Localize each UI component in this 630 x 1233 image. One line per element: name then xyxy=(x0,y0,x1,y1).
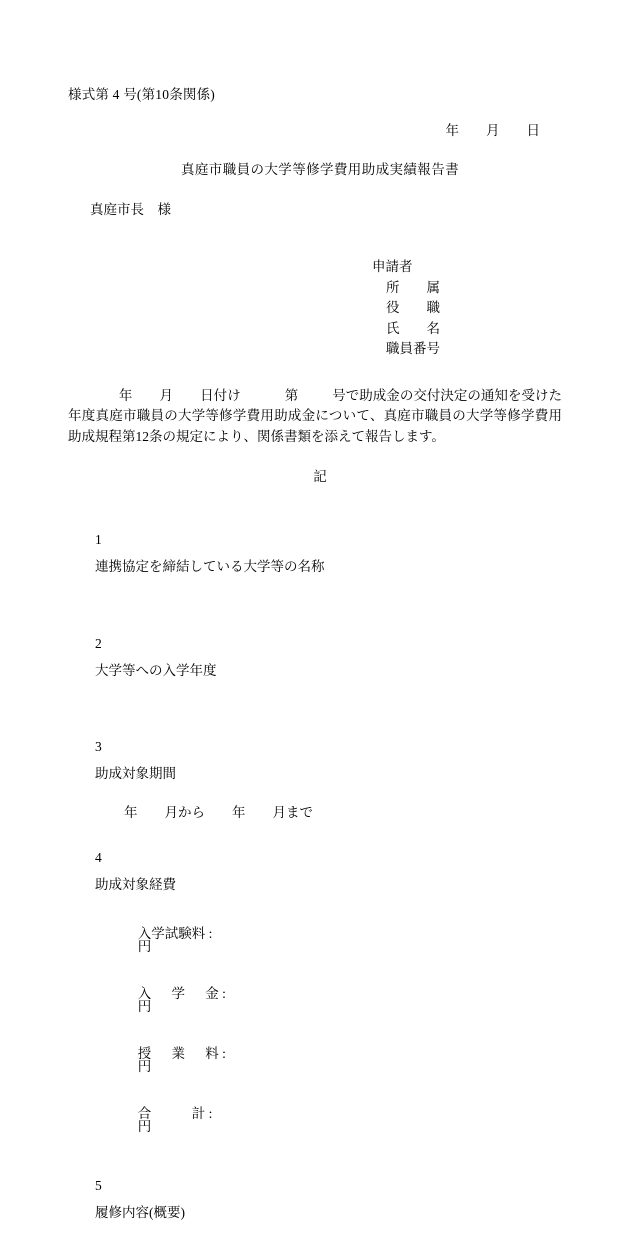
item-1-heading xyxy=(68,520,562,588)
item-5-heading xyxy=(68,1165,562,1233)
item-3-heading xyxy=(68,727,562,795)
applicant-position-label: 役 職 xyxy=(386,300,440,315)
fee-amount-total: 円 xyxy=(137,1119,152,1135)
item-4 xyxy=(68,838,562,1148)
item-3-number: 3 xyxy=(95,739,102,755)
item-2-number: 2 xyxy=(95,635,102,651)
fee-row-total xyxy=(104,1093,562,1147)
item-5-number: 5 xyxy=(95,1177,102,1193)
fee-amount-admission: 円 xyxy=(137,999,152,1015)
item-4-heading xyxy=(68,838,562,906)
item-5-label: 履修内容(概要) xyxy=(95,1204,185,1220)
item-3-period: 年 月から 年 月まで xyxy=(124,805,313,821)
item-2-heading xyxy=(68,623,562,691)
fee-label-admission: 入 学 金 : xyxy=(137,985,226,1001)
fee-label-exam: 入学試験料 : xyxy=(137,925,213,941)
form-number: 様式第 4 号(第10条関係) xyxy=(68,87,215,102)
item-1-number: 1 xyxy=(95,532,102,548)
fee-amount-tuition: 円 xyxy=(137,1059,152,1075)
item-2 xyxy=(68,623,562,691)
item-1-label: 連携協定を締結している大学等の名称 xyxy=(95,559,325,575)
document-title: 真庭市職員の大学等修学費用助成実績報告書 xyxy=(181,162,459,177)
applicant-employee-number-label: 職員番号 xyxy=(386,341,440,356)
fee-label-tuition: 授 業 料 : xyxy=(137,1045,226,1061)
item-3 xyxy=(68,727,562,820)
item-5 xyxy=(68,1165,562,1233)
item-2-label: 大学等への入学年度 xyxy=(95,662,217,678)
body-paragraph: 年 月 日付け 第 号で助成金の交付決定の通知を受けた 年度真庭市職員の大学等修学費用助成金について、真庭市職員の大学等修学費用助成規程第12条の規定により、関係書類を添えて報告します。 xyxy=(68,387,596,445)
fee-row-exam xyxy=(104,913,562,967)
item-3-label: 助成対象期間 xyxy=(95,766,176,782)
fee-row-tuition xyxy=(104,1033,562,1087)
fee-label-total: 合 計 : xyxy=(137,1105,213,1121)
fee-amount-exam: 円 xyxy=(137,939,152,955)
addressee: 真庭市長 様 xyxy=(90,201,171,217)
applicant-block xyxy=(68,260,562,356)
fee-list xyxy=(68,913,562,1147)
fee-row-admission xyxy=(104,973,562,1027)
item-4-label: 助成対象経費 xyxy=(95,877,176,893)
item-1 xyxy=(68,520,562,588)
item-4-number: 4 xyxy=(95,850,102,866)
applicant-name-label: 氏 名 xyxy=(386,320,440,336)
applicant-affiliation-label: 所 属 xyxy=(386,279,440,295)
applicant-heading: 申請者 xyxy=(372,259,413,274)
ki-marker: 記 xyxy=(313,469,327,485)
date-line: 年 月 日 xyxy=(445,122,540,138)
